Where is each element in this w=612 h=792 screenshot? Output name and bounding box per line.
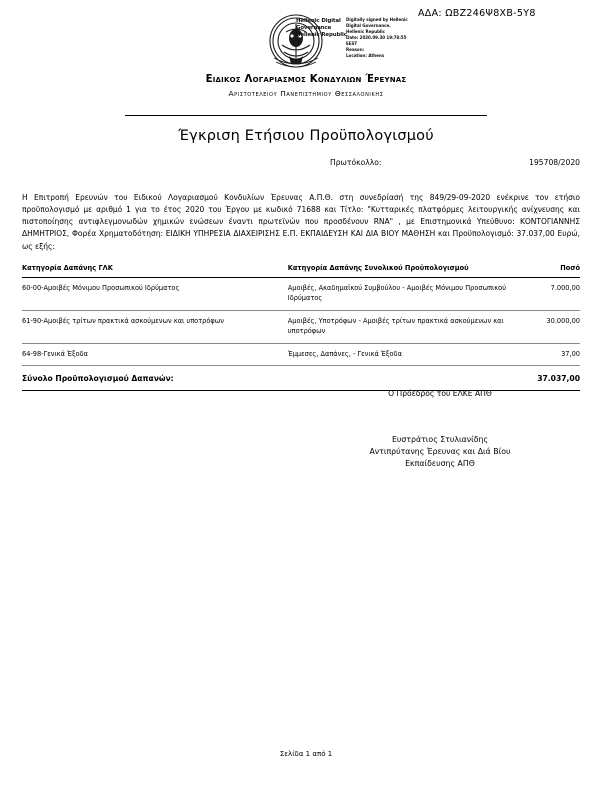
protocol-value: 195708/2020 <box>529 158 580 167</box>
digital-signature-stamp <box>268 12 418 70</box>
signatory-title: Ο Πρόεδρος του ΕΛΚΕ ΑΠΘ <box>388 389 492 398</box>
page-title: Έγκριση Ετήσιου Προϋπολογισμού <box>178 128 434 144</box>
protocol-label: Πρωτόκολλο: <box>330 158 382 167</box>
cell-total-budget: Αμοιβές, Ακαδημαϊκού Συμβούλου - Αμοιβές Μόνιμου Προσωπικού Ιδρύματος <box>288 278 507 311</box>
header-divider <box>125 115 487 116</box>
cell-amount: 37,00 <box>507 343 580 366</box>
signatory-role-line2: Εκπαίδευσης ΑΠΘ <box>405 458 475 468</box>
signature-authority-line1: Hellenic Digital <box>296 18 341 24</box>
column-header-glk: Κατηγορία Δαπάνης ΓΛΚ <box>22 262 288 278</box>
cell-glk: 61-90-Αμοιβές τρίτων πρακτικά ασκούμενων και υποτρόφων <box>22 310 288 343</box>
signature-details-text <box>346 17 420 58</box>
table-row <box>22 310 580 343</box>
organization-header <box>0 74 612 98</box>
table-header-row <box>22 262 580 278</box>
total-spacer <box>288 366 507 390</box>
table-total-row <box>22 366 580 390</box>
body-paragraph: Η Επιτροπή Ερευνών του Ειδικού Λογαριασμού Κονδυλίων Έρευνας Α.Π.Θ. στη συνεδρίασή της 849/29-09-2020 ενέκρινε τον ετήσιο προϋπολογισμό με αριθμό 1 για το έτος 2020 του Έργου με κωδικό 71688 και Τίτλο: "Κυτταρικές πλατφόρμες λειτουργικής ανίχνευσης και πιστοποίησης αντιφλεγμονωδών χημικών ενώσεων έναντι πρωτεϊνών που προσδένουν RNA" , με Επιστημονικά Υπεύθυνο: ΚΟΝΤΟΓΙΑΝΝΗΣ ΔΗΜΗΤΡΙΟΣ, Φορέα Χρηματοδότηση: ΕΙΔΙΚΗ ΥΠΗΡΕΣΙΑ ΔΙΑΧΕΙΡΙΣΗΣ Ε.Π. ΕΚΠΑΙΔΕΥΣΗ ΚΑΙ ΔΙΑ ΒΙΟΥ ΜΑΘΗΣΗ και Προϋπολογισμό: 37.037,00 Ευρώ, ως εξής: <box>22 193 580 251</box>
organization-university: Αριστοτελείου Πανεπιστημίου Θεσσαλονίκης <box>228 89 384 98</box>
cell-glk: 64-98-Γενικά Έξοδα <box>22 343 288 366</box>
signature-detail-line3: Hellenic Republic <box>346 28 386 34</box>
signature-detail-line1: Digitally signed by Hellenic <box>346 17 408 22</box>
cell-total-budget: Έμμεσες, Δαπάνες, - Γενικά Έξοδα <box>288 343 507 366</box>
signature-authority-line3: Hellenic Republic <box>296 31 347 38</box>
signatory-role-line1: Αντιπρύτανης Έρευνας και Διά Βίου <box>369 446 511 456</box>
ada-code: ΑΔΑ: ΩΒΖ246Ψ8ΧΒ-5Υ8 <box>418 8 536 19</box>
cell-glk: 60-00-Αμοιβές Μόνιμου Προσωπικού Ιδρύματος <box>22 278 288 311</box>
budget-table <box>22 262 580 391</box>
signatory-name: Ευστράτιος Στυλιανίδης <box>391 435 489 444</box>
cell-total-budget: Αμοιβές, Υποτρόφων - Αμοιβές τρίτων πρακτικά ασκούμενων και υποτρόφων <box>288 310 507 343</box>
table-row <box>22 343 580 366</box>
signature-detail-line7: Location: Athens <box>346 52 385 58</box>
column-header-amount: Ποσό <box>507 262 580 278</box>
total-label: Σύνολο Προϋπολογισμού Δαπανών: <box>22 366 288 390</box>
signature-authority-line2: Governance <box>296 24 332 31</box>
signature-detail-line6: Reason: <box>346 46 365 52</box>
signature-detail-line4: Date: 2020.09.30 19:78:55 <box>346 34 407 40</box>
column-header-total-budget: Κατηγορία Δαπάνης Συνολικού Προϋπολογισμού <box>288 262 507 278</box>
page-footer: Σελίδα 1 από 1 <box>279 750 333 758</box>
signatory-block <box>300 434 580 470</box>
signature-detail-line2: Digital Governance, <box>346 22 391 28</box>
cell-amount: 7.000,00 <box>507 278 580 311</box>
cell-amount: 30.000,00 <box>507 310 580 343</box>
organization-name: Ειδικός Λογαριασμός Κονδυλίων Έρευνας <box>205 74 407 85</box>
signature-detail-line5: EEST <box>346 40 358 46</box>
table-row <box>22 278 580 311</box>
protocol-line <box>330 158 580 167</box>
total-amount: 37.037,00 <box>507 366 580 390</box>
